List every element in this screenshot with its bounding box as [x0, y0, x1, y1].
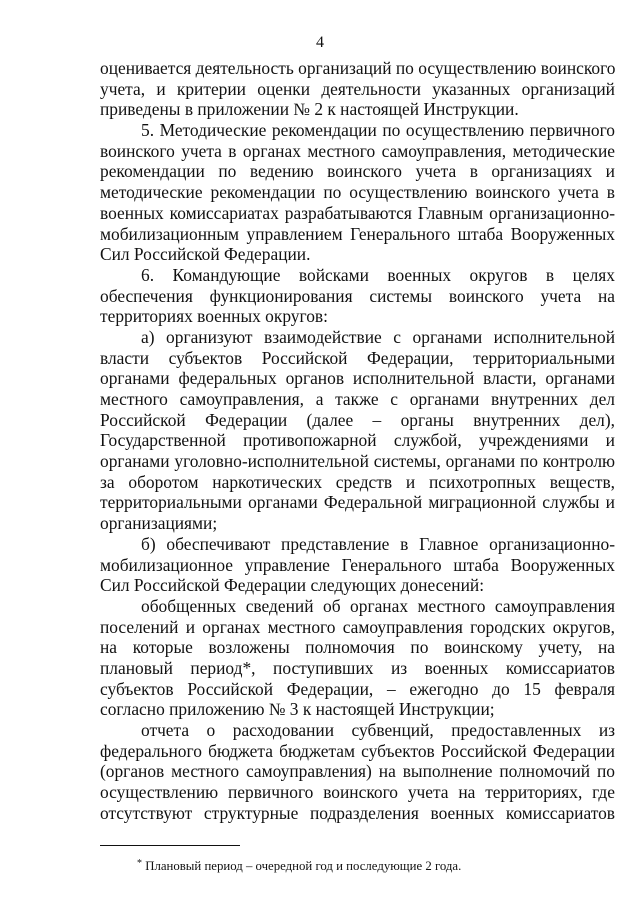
text-line: рекомендации по ведению воинского учета в организациях и	[100, 161, 615, 182]
text-line: обобщенных сведений об органах местного самоуправления	[141, 595, 615, 616]
text-line: Российской Федерации (далее – органы внутренних дел),	[100, 409, 615, 430]
text-line: оценивается деятельность организаций по осуществлению воинского	[100, 58, 616, 78]
text-line: Государственной противопожарной службой, учреждениями и	[100, 430, 615, 451]
text-line: 6. Командующие войсками военных округов в целях	[141, 264, 615, 285]
text-line: органами федеральных органов исполнительной власти, органами	[100, 368, 615, 389]
text-line: 5. Методические рекомендации по осуществлению первичного	[141, 120, 615, 141]
text-line: власти субъектов Российской Федерации, территориальными	[100, 347, 615, 368]
text-line: Сил Российской Федерации.	[100, 244, 311, 265]
text-line: территориях военных округов:	[100, 306, 328, 327]
text-line: учета, и критерии оценки деятельности указанных организаций	[100, 78, 615, 99]
text-line: органами уголовно-исполнительной системы, органами по контролю	[100, 451, 615, 472]
text-line: согласно приложению № 3 к настоящей Инструкции;	[100, 699, 495, 720]
text-line: за оборотом наркотических средств и психотропных веществ,	[100, 471, 615, 492]
text-line: воинского учета в органах местного самоуправления, методические	[100, 140, 615, 161]
footnote-separator	[100, 845, 240, 846]
text-line: мобилизационным управлением Генерального штаба Вооруженных	[100, 223, 615, 244]
text-line: плановый период*, поступивших из военных комиссариатов	[100, 657, 615, 678]
text-line: приведены в приложении № 2 к настоящей Инструкции.	[100, 99, 519, 120]
text-line: мобилизационное управление Генерального штаба Вооруженных	[100, 554, 615, 575]
footnote	[137, 858, 461, 874]
text-line: (органов местного самоуправления) на выполнение полномочий по	[100, 761, 615, 782]
text-line: а) организуют взаимодействие с органами исполнительной	[141, 326, 615, 347]
text-line: местного самоуправления, а также с органами внутренних дел	[100, 389, 615, 409]
text-line: б) обеспечивают представление в Главное организационно-	[141, 533, 615, 554]
text-line: обеспечения функционирования системы воинского учета на	[100, 285, 615, 306]
text-line: поселений и органах местного самоуправления городских округов,	[100, 616, 615, 637]
text-line: федерального бюджета бюджетам субъектов Российской Федерации	[100, 740, 615, 761]
footnote-text: Плановый период – очередной год и последующие 2 года.	[145, 859, 462, 873]
text-line: методические рекомендации по осуществлению воинского учета в	[100, 182, 615, 203]
text-line: Сил Российской Федерации следующих донесений:	[100, 575, 485, 596]
text-line: территориальными органами Федеральной миграционной службы и	[100, 492, 615, 513]
text-line: военных комиссариатах разрабатываются Главным организационно-	[100, 202, 615, 223]
text-line: отсутствуют структурные подразделения военных комиссариатов	[100, 802, 615, 823]
text-line: организациями;	[100, 513, 218, 534]
text-line: осуществлению первичного воинского учета на территориях, где	[100, 782, 615, 803]
text-line: субъектов Российской Федерации, – ежегодно до 15 февраля	[100, 678, 615, 699]
footnote-mark: *	[137, 858, 142, 869]
text-line: отчета о расходовании субвенций, предоставленных из	[141, 720, 615, 740]
text-line: на которые возложены полномочия по воинскому учету, на	[100, 637, 615, 658]
page-number: 4	[316, 34, 324, 51]
body-text	[100, 58, 615, 823]
